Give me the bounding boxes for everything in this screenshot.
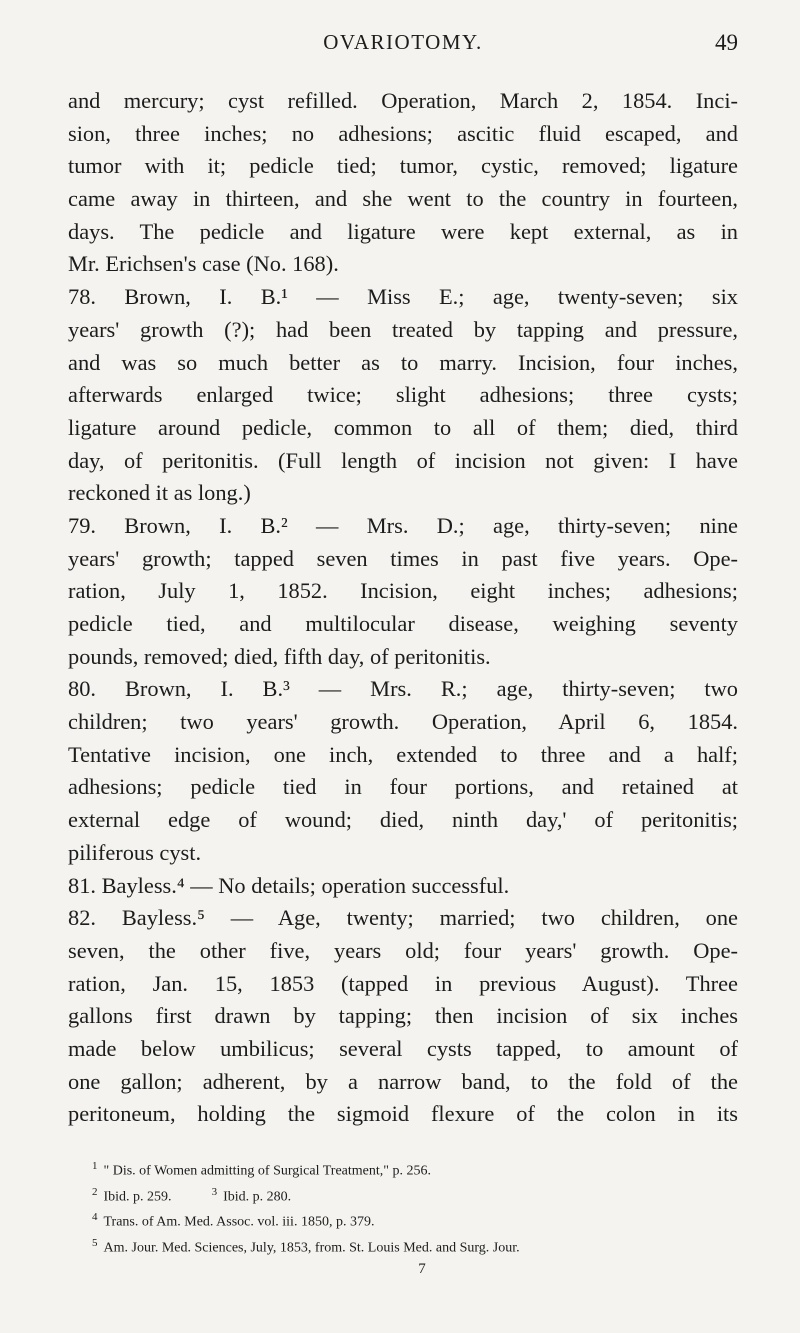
- text-line: 80. Brown, I. B.³ — Mrs. R.; age, thirty-seven; two: [68, 676, 738, 702]
- text-line: piliferous cyst.: [68, 839, 202, 865]
- footnote-number: 1: [92, 1160, 98, 1172]
- text-line: children; two years' growth. Operation, April 6, 1854.: [68, 709, 738, 735]
- text-line: years' growth; tapped seven times in past five years. Ope-: [68, 545, 738, 571]
- text-line: reckoned it as long.): [68, 480, 251, 506]
- text-line: Tentative incision, one inch, extended to three and a half;: [68, 741, 738, 767]
- text-line: one gallon; adherent, by a narrow band, to the fold of the: [68, 1068, 738, 1094]
- footnote-text: " Dis. of Women admitting of Surgical Treatment," p. 256.: [103, 1163, 431, 1179]
- text-line: and mercury; cyst refilled. Operation, March 2, 1854. Inci-: [68, 88, 738, 113]
- page-number: 49: [715, 30, 738, 55]
- footnote-5: [92, 1233, 732, 1259]
- text-line: sion, three inches; no adhesions; ascitic fluid escaped, and: [68, 120, 738, 146]
- text-line: days. The pedicle and ligature were kept external, as in: [68, 218, 738, 244]
- text-line: pedicle tied, and multilocular disease, weighing seventy: [68, 611, 738, 636]
- text-line: tumor with it; pedicle tied; tumor, cystic, removed; ligature: [68, 153, 738, 179]
- text-line: external edge of wound; died, ninth day,' of peritonitis;: [68, 807, 738, 833]
- footnote-4: [92, 1207, 732, 1233]
- footnote-number: 4: [92, 1211, 98, 1224]
- footnote-number: 3: [211, 1185, 218, 1198]
- text-line: and was so much better as to marry. Incision, four inches,: [68, 349, 738, 375]
- text-line: ligature around pedicle, common to all of them; died, third: [68, 414, 738, 440]
- footnotes: [92, 1156, 732, 1280]
- footnote-text: Am. Jour. Med. Sciences, July, 1853, from. St. Louis Med. and Surg. Jour.: [103, 1240, 520, 1256]
- text-line: day, of peritonitis. (Full length of incision not given: I have: [68, 447, 738, 473]
- text-line: pounds, removed; died, fifth day, of peritonitis.: [68, 643, 491, 669]
- text-line: made below umbilicus; several cysts tapped, to amount of: [68, 1035, 738, 1061]
- body-text: [68, 85, 738, 1131]
- text-line: peritoneum, holding the sigmoid flexure of the colon in its: [68, 1101, 738, 1127]
- page-header: [68, 30, 738, 60]
- footnote-1: [92, 1156, 732, 1182]
- text-line: adhesions; pedicle tied in four portions, and retained at: [68, 774, 738, 800]
- running-title: OVARIOTOMY.: [323, 30, 483, 54]
- footnote-number: 5: [92, 1236, 98, 1249]
- footnote-text: Ibid. p. 259.: [103, 1189, 172, 1205]
- text-line: afterwards enlarged twice; slight adhesions; three cysts;: [68, 382, 738, 408]
- sheet-signature: 7: [418, 1260, 426, 1277]
- text-line: 79. Brown, I. B.² — Mrs. D.; age, thirty-seven; nine: [68, 512, 738, 538]
- text-line: Mr. Erichsen's case (No. 168).: [68, 251, 339, 277]
- text-line: came away in thirteen, and she went to the country in fourteen,: [68, 186, 738, 212]
- text-line: 81. Bayless.⁴ — No details; operation successful.: [68, 872, 510, 898]
- text-line: ration, Jan. 15, 1853 (tapped in previous August). Three: [68, 970, 738, 996]
- text-line: ration, July 1, 1852. Incision, eight inches; adhesions;: [68, 578, 738, 604]
- text-line: 78. Brown, I. B.¹ — Miss E.; age, twenty-seven; six: [68, 284, 738, 310]
- footnote-number: 2: [92, 1185, 98, 1198]
- footnote-text: Trans. of Am. Med. Assoc. vol. iii. 1850, p. 379.: [103, 1214, 375, 1230]
- text-line: seven, the other five, years old; four years' growth. Ope-: [68, 937, 738, 963]
- footnote-2-3: [92, 1182, 732, 1208]
- text-line: 82. Bayless.⁵ — Age, twenty; married; two children, one: [68, 905, 738, 931]
- footnote-text: Ibid. p. 280.: [223, 1189, 292, 1205]
- text-line: years' growth (?); had been treated by tapping and pressure,: [68, 316, 738, 342]
- text-line: gallons first drawn by tapping; then incision of six inches: [68, 1003, 738, 1029]
